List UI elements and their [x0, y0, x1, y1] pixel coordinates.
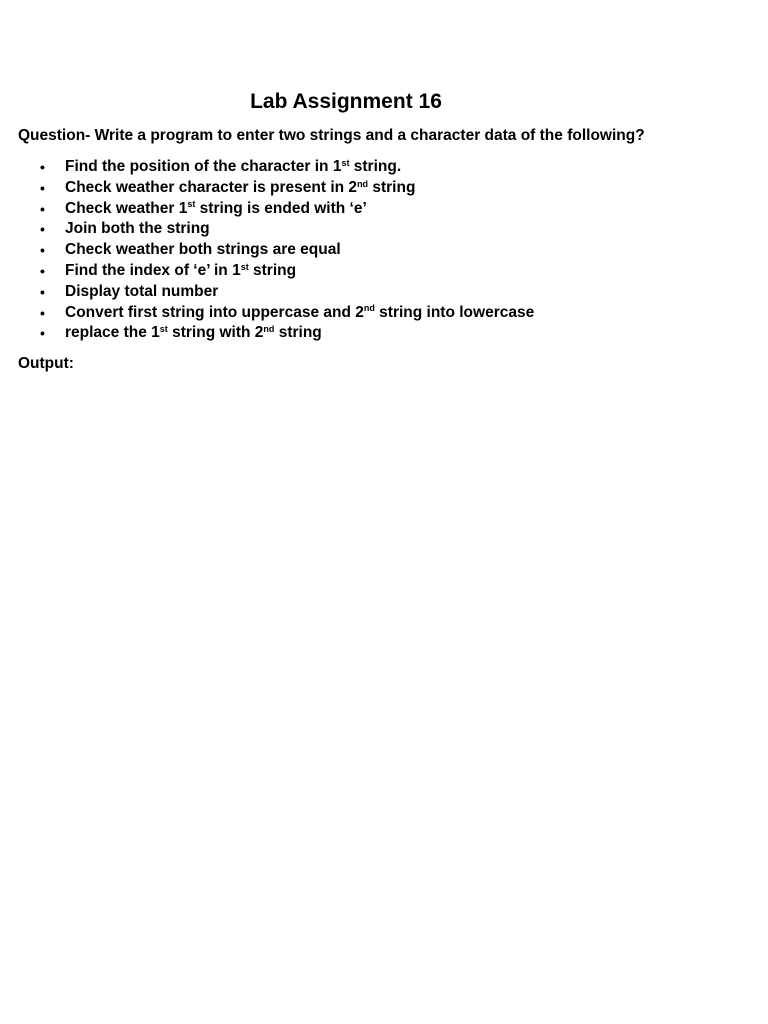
task-list [0, 157, 768, 344]
bullet-icon: • [40, 262, 45, 279]
bullet-icon: • [40, 283, 45, 300]
bullet-icon: • [40, 242, 45, 259]
list-item-text: Check weather both strings are equal [65, 241, 341, 259]
bullet-icon: • [40, 159, 45, 175]
list-item [0, 178, 768, 199]
list-item-text: Join both the string [65, 220, 210, 238]
list-item [0, 240, 768, 261]
bullet-icon: • [40, 221, 45, 238]
list-item-text: Find the index of ‘e’ in 1st string [65, 261, 297, 279]
list-item [0, 282, 768, 303]
list-item [0, 199, 768, 220]
list-item-text: Check weather 1st string is ended with ‘e’ [65, 199, 367, 217]
list-item [0, 157, 768, 178]
list-item [0, 303, 768, 324]
list-item [0, 261, 768, 282]
list-item [0, 219, 768, 240]
list-item-text: Display total number [65, 282, 219, 300]
list-item-text: Check weather character is present in 2nd string [65, 178, 416, 196]
bullet-icon: • [40, 325, 45, 342]
bullet-icon: • [40, 304, 45, 321]
list-item-text: Find the position of the character in 1st string. [65, 157, 402, 175]
question-text: Question- Write a program to enter two strings and a character data of the following? [18, 127, 645, 144]
bullet-icon: • [40, 200, 45, 217]
output-label: Output: [18, 355, 74, 372]
list-item-text: replace the 1st string with 2nd string [65, 324, 322, 342]
list-item [0, 323, 768, 344]
bullet-icon: • [40, 179, 45, 196]
list-item-text: Convert first string into uppercase and 2nd string into lowercase [65, 303, 535, 321]
page-title: Lab Assignment 16 [250, 90, 442, 113]
